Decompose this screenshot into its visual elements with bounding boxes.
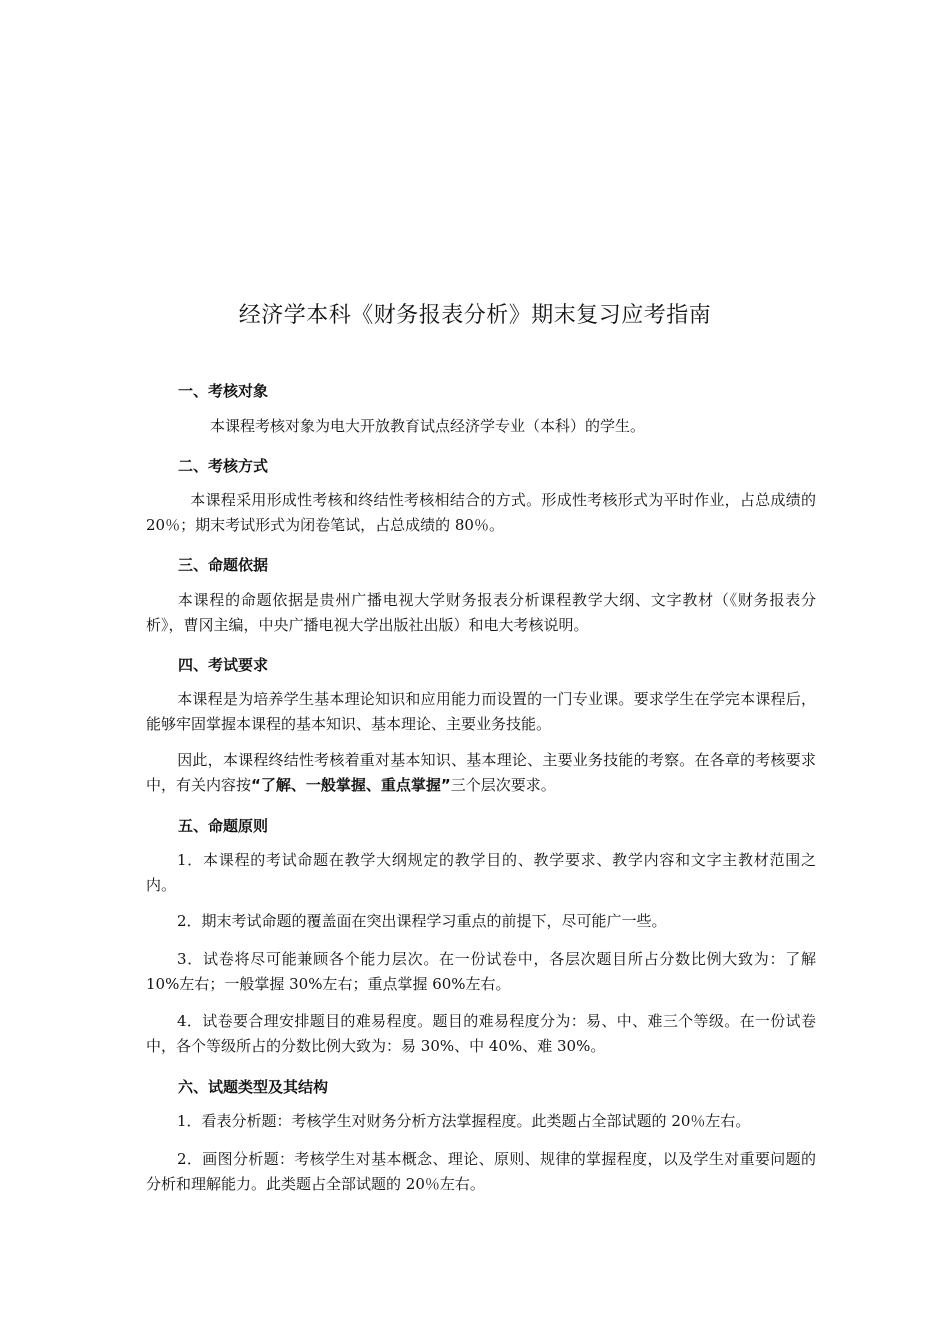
section-5-paragraph-2 (146, 909, 816, 934)
section-heading-3: 三、命题依据 (178, 556, 269, 574)
section-5-paragraph-3-text: 3．试卷将尽可能兼顾各个能力层次。在一份试卷中，各层次题目所占分数比例大致为：了解 10%左右；一般掌握 30%左右；重点掌握 60%左右。 (146, 950, 816, 993)
section-3-paragraph-1 (146, 588, 816, 638)
section-6-paragraph-2-text: 2．画图分析题：考核学生对基本概念、理论、原则、规律的掌握程度，以及学生对重要问题的分析和理解能力。此类题占全部试题的 20％左右。 (146, 1150, 816, 1193)
section-4-paragraph-2-after: 三个层次要求。 (450, 776, 556, 794)
document-title: 经济学本科《财务报表分析》期末复习应考指南 (238, 303, 712, 328)
section-5-paragraph-1 (146, 848, 816, 898)
section-6-paragraph-1 (146, 1109, 816, 1134)
section-1-paragraph-1-text: 本课程考核对象为电大开放教育试点经济学专业（本科）的学生。 (210, 417, 646, 435)
section-3-paragraph-1-text: 本课程的命题依据是贵州广播电视大学财务报表分析课程教学大纲、文字教材（《财务报表分析》，曹冈主编，中央广播电视大学出版社出版）和电大考核说明。 (146, 591, 816, 634)
section-5-paragraph-4 (146, 1009, 816, 1059)
section-4-paragraph-2-emphasis: “了解、一般掌握、重点掌握” (251, 776, 451, 794)
section-5-paragraph-4-text: 4．试卷要合理安排题目的难易程度。题目的难易程度分为：易、中、难三个等级。在一份试卷中，各个等级所占的分数比例大致为：易 30%、中 40%、难 30%。 (146, 1012, 816, 1055)
section-4-paragraph-1 (146, 687, 816, 737)
section-heading-6: 六、试题类型及其结构 (178, 1078, 329, 1096)
section-6-paragraph-1-text: 1．看表分析题：考核学生对财务分析方法掌握程度。此类题占全部试题的 20％左右。 (177, 1112, 751, 1130)
section-4-paragraph-2-before: 因此，本课程终结性考核着重对基本知识、基本理论、主要业务技能的考察。在各章的考核要求中，有关内容按 (146, 751, 816, 794)
section-4-paragraph-2 (146, 748, 816, 798)
section-heading-5: 五、命题原则 (178, 817, 269, 835)
section-heading-2: 二、考核方式 (178, 457, 269, 475)
section-5-paragraph-1-text: 1．本课程的考试命题在教学大纲规定的教学目的、教学要求、教学内容和文字主教材范围之内。 (146, 851, 816, 894)
section-heading-4: 四、考试要求 (178, 656, 269, 674)
section-6-paragraph-2 (146, 1147, 816, 1197)
section-2-paragraph-1 (146, 488, 816, 538)
section-heading-1: 一、考核对象 (178, 382, 269, 400)
section-1-paragraph-1 (146, 414, 816, 439)
section-5-paragraph-2-text: 2．期末考试命题的覆盖面在突出课程学习重点的前提下，尽可能广一些。 (177, 912, 667, 930)
section-2-paragraph-1-text: 本课程采用形成性考核和终结性考核相结合的方式。形成性考核形式为平时作业，占总成绩的 20％；期末考试形式为闭卷笔试，占总成绩的 80％。 (146, 491, 816, 534)
section-4-paragraph-1-text: 本课程是为培养学生基本理论知识和应用能力而设置的一门专业课。要求学生在学完本课程后，能够牢固掌握本课程的基本知识、基本理论、主要业务技能。 (146, 690, 816, 733)
section-5-paragraph-3 (146, 947, 816, 997)
